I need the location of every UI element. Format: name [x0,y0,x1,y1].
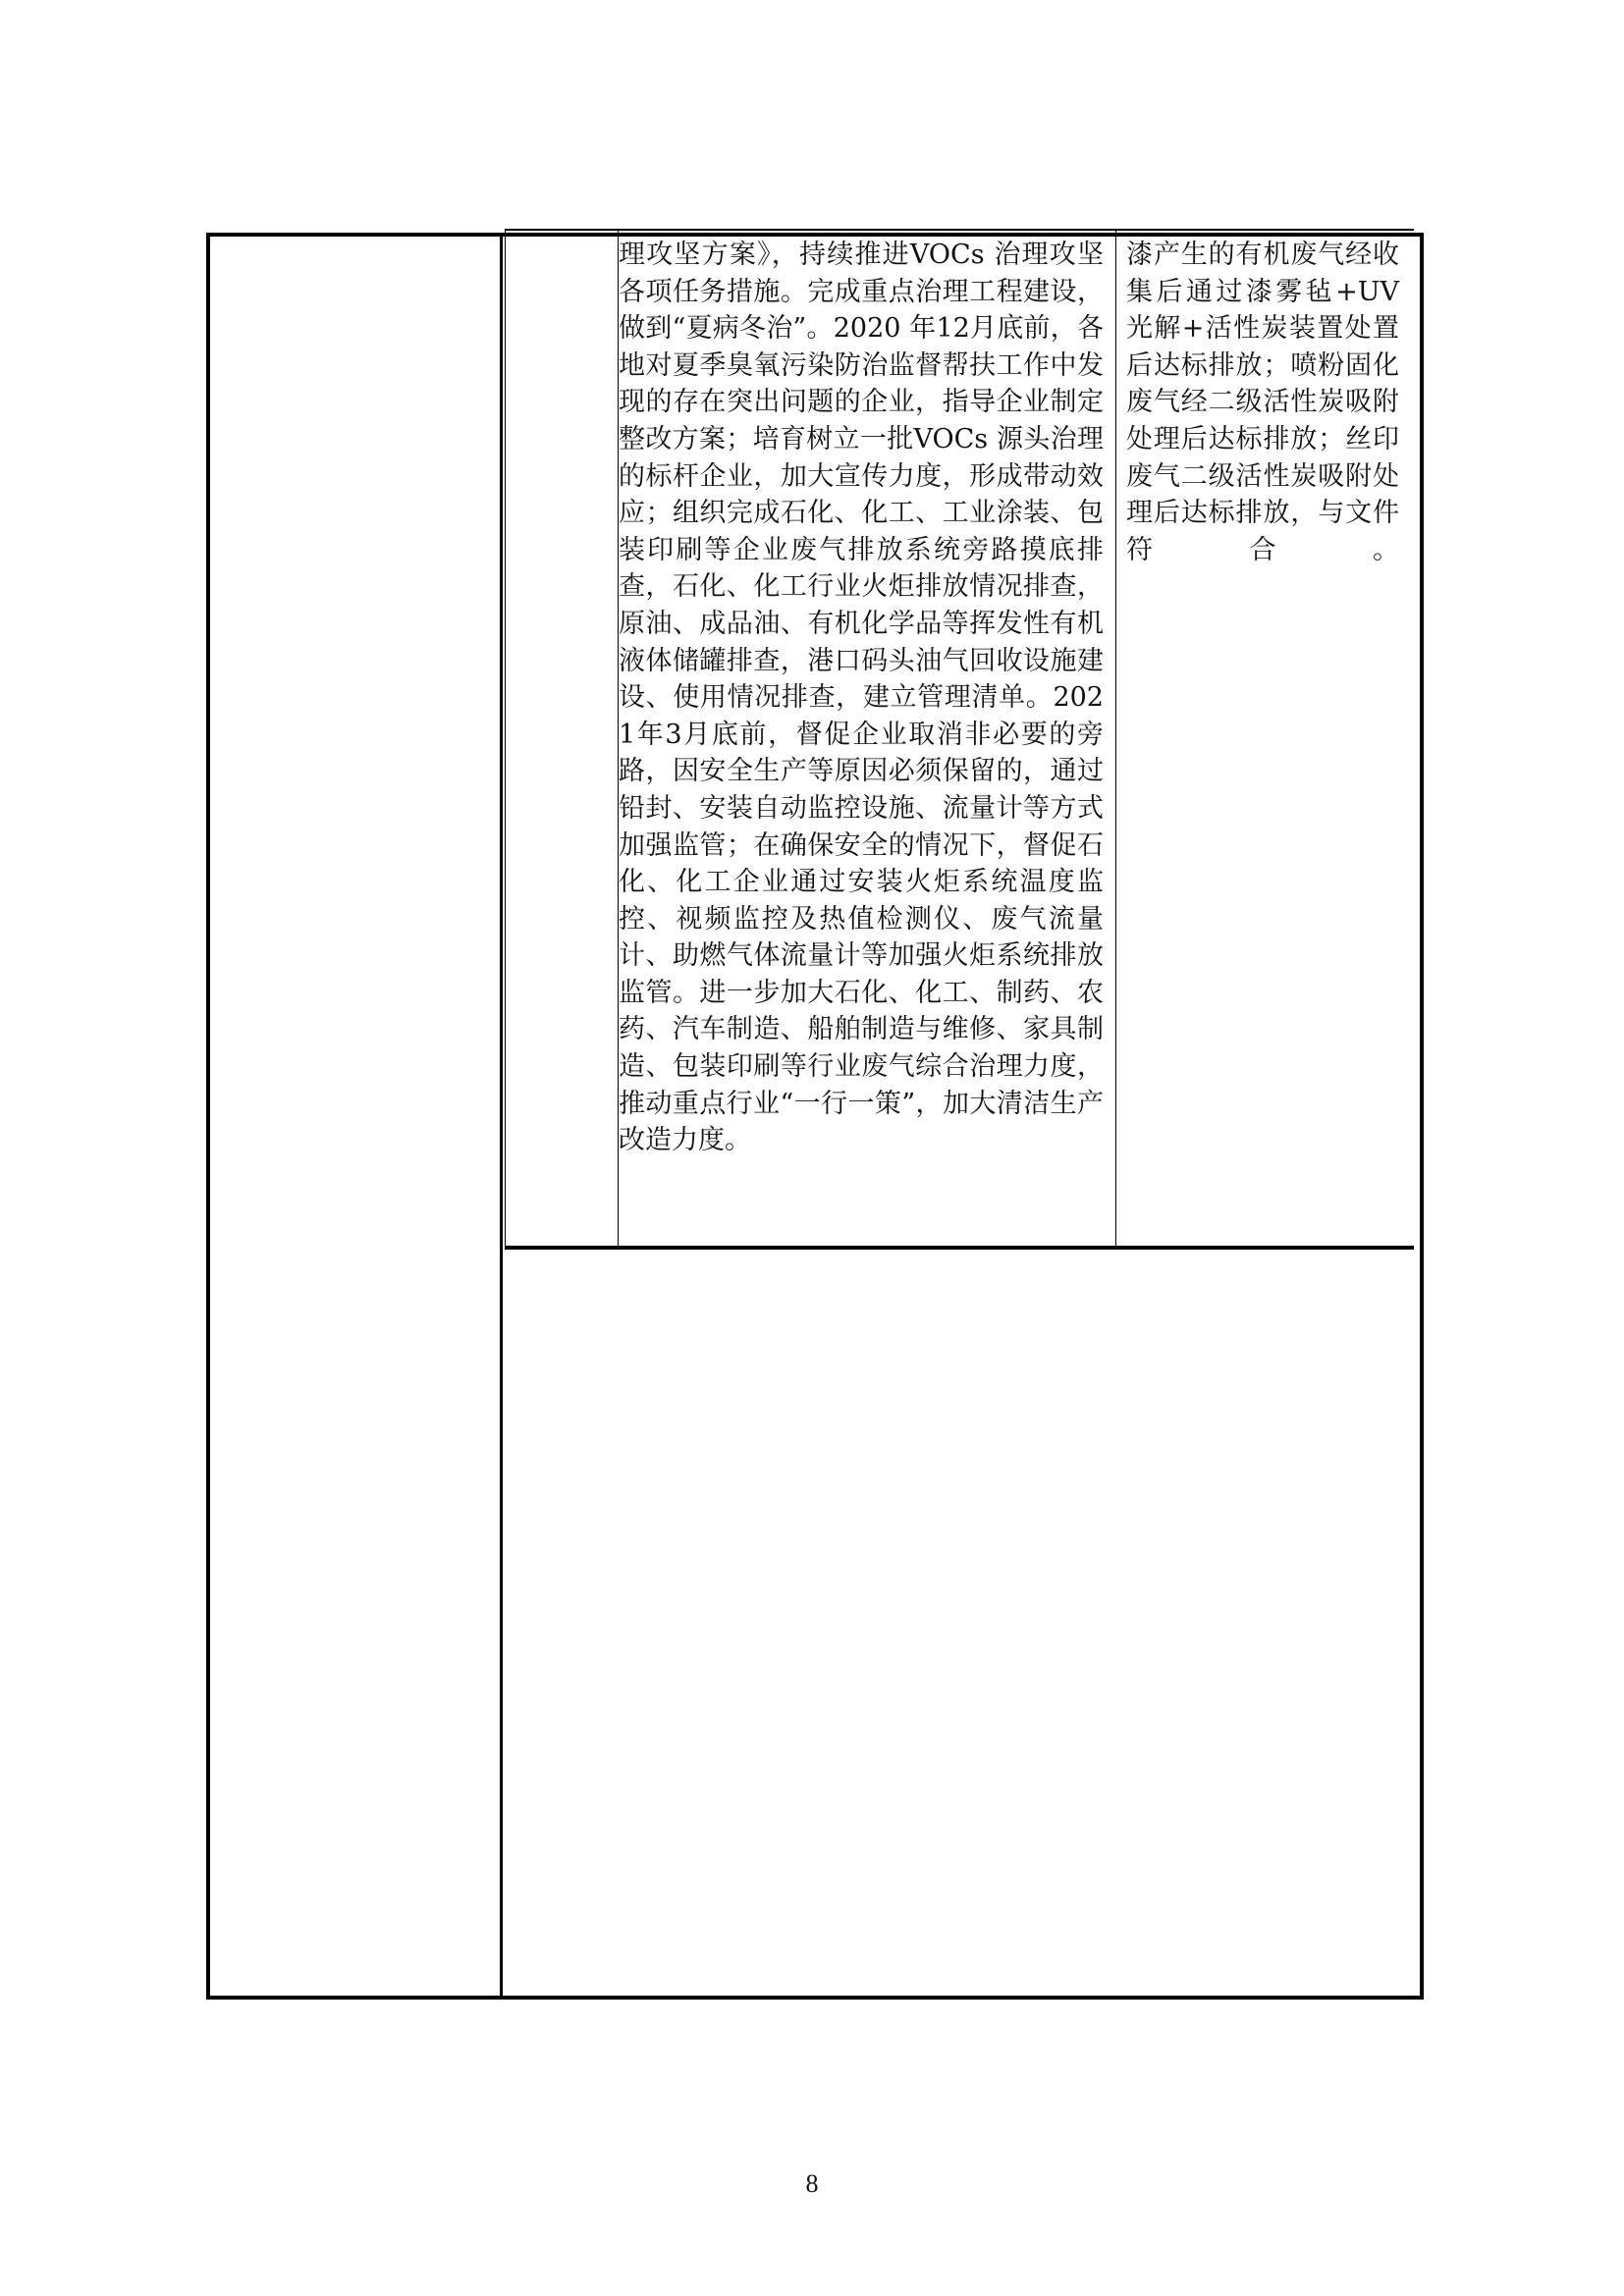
inner-table-left-border [505,229,506,1250]
policy-requirement-cell: 理攻坚方案》，持续推进VOCs 治理攻坚各项任务措施。完成重点治理工程建设，做到“夏病冬治”。2020 年12月底前，各地对夏季臭氧污染防治监督帮扶工作中发现的存在突出问题的企业，指导企业制定整改方案；培育树立一批VOCs 源头治理的标杆企业，加大宣传力度，形成带动效应；组织完成石化、化工、工业涂装、包装印刷等企业废气排放系统旁路摸底排查，石化、化工行业火炬排放情况排查，原油、成品油、有机化学品等挥发性有机液体储罐排查，港口码头油气回收设施建设、使用情况排查，建立管理清单。2021年3月底前，督促企业取消非必要的旁路，因安全生产等原因必须保留的，通过铅封、安装自动监控设施、流量计等方式加强监管；在确保安全的情况下，督促石化、化工企业通过安装火炬系统温度监控、视频监控及热值检测仪、废气流量计、助燃气体流量计等加强火炬系统排放监管。进一步加大石化、化工、制药、农药、汽车制造、船舶制造与维修、家具制造、包装印刷等行业废气综合治理力度，推动重点行业“一行一策”，加大清洁生产改造力度。 [619,240,1104,1156]
outer-column-divider [500,237,503,1996]
inner-column-divider-2 [1115,229,1116,1250]
compliance-analysis-cell: 漆产生的有机废气经收集后通过漆雾毡+UV光解+活性炭装置处置后达标排放；喷粉固化废气经二级活性炭吸附处理后达标排放；丝印废气二级活性炭吸附处理后达标排放，与文件符合。 [1126,240,1399,565]
page-number: 8 [805,2169,819,2198]
inner-table-bottom-border [505,1246,1414,1250]
inner-table-top-border [505,229,1414,231]
policy-comparison-table [505,229,1414,1250]
